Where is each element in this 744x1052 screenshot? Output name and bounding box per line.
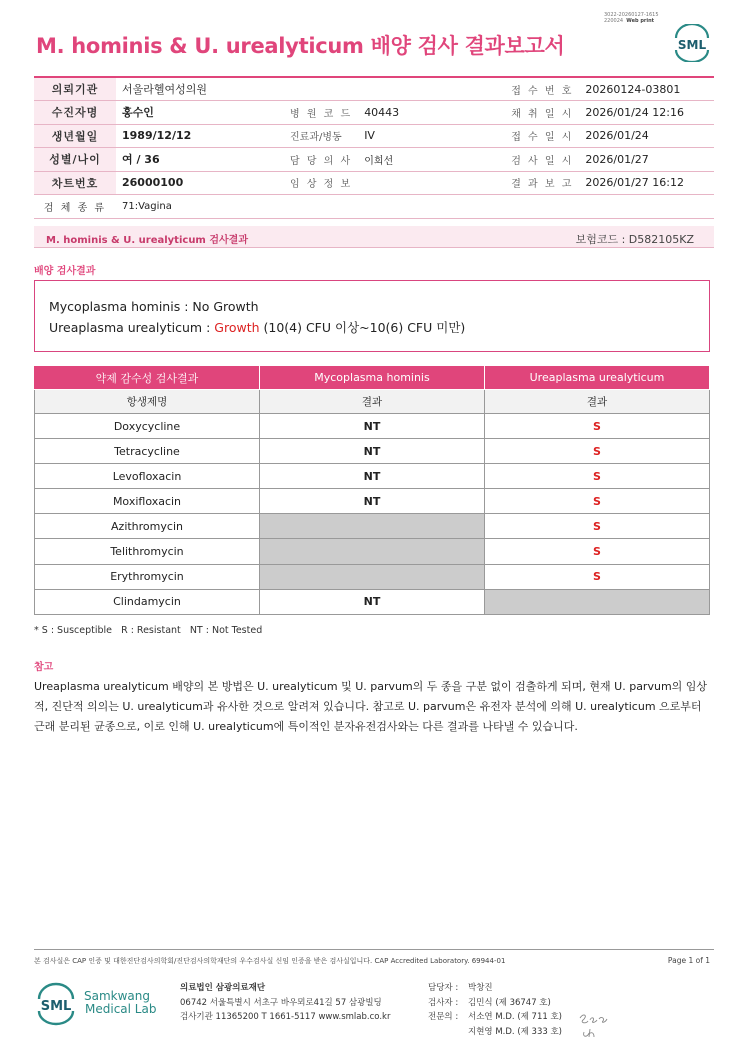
footer-note: 본 검사실은 CAP 인증 및 대한진단검사의학회/진단검사의학재단의 우수검사실 신임 인증을 받은 검사실입니다. CAP Accredited Laboratory. 69944-01 [34,957,506,965]
info-value: 여 / 36 [116,148,276,172]
uu-result-cell: S [485,514,710,539]
info-value [358,171,493,195]
culture-result-box [34,280,710,352]
info-row [34,101,714,125]
mh-result-cell: NT [260,589,485,614]
table-subheader-row [35,390,710,414]
info-label: 생년월일 [34,124,116,148]
info-value: 홍수인 [116,101,276,125]
sml-logo-icon [672,24,712,62]
lab-address [180,981,390,1025]
info-value: 40443 [358,101,493,125]
info-label: 접 수 일 시 [493,124,579,148]
culture-line-mh: Mycoplasma hominis : No Growth [49,299,259,314]
info-row [34,171,714,195]
table-subheader: 항생제명 [35,390,260,414]
uu-result-cell: S [485,489,710,514]
result-section-bar [34,226,714,248]
document-code-line1: 3022-20260127-1615 [604,12,659,18]
uu-result-cell: S [485,539,710,564]
table-header-row [35,366,710,390]
mh-result-cell: NT [260,464,485,489]
table-row [35,539,710,564]
drug-name-cell: Azithromycin [35,514,260,539]
drug-name-cell: Levofloxacin [35,464,260,489]
staff-row: 담당자 : 박창진 [428,983,493,993]
contact-line: 검사기관 11365200 T 1661-5117 www.smlab.co.kr [180,1012,391,1022]
drug-name-cell: Clindamycin [35,589,260,614]
info-row [34,148,714,172]
susceptibility-table [34,365,710,615]
uu-result-cell: S [485,439,710,464]
table-row [35,439,710,464]
insurance-code: 보험코드 : D582105KZ [575,233,694,246]
table-header: 약제 감수성 검사결과 [35,366,260,390]
document-code-line2: 220024 [604,18,624,24]
info-value: IV [358,124,493,148]
info-value: 이희선 [358,148,493,172]
info-row [34,124,714,148]
mh-result-cell [260,514,485,539]
table-row [35,414,710,439]
info-label: 접 수 번 호 [493,77,579,101]
info-label: 결 과 보 고 [493,171,579,195]
info-label: 진료과/병동 [276,124,358,148]
drug-name-cell: Moxifloxacin [35,489,260,514]
info-value: 서울라헬여성의원 [116,77,276,101]
uu-result-cell: S [485,564,710,589]
info-value: 2026/01/27 [579,148,714,172]
info-value: 26000100 [116,171,276,195]
mh-result-cell [260,539,485,564]
page-number: Page 1 of 1 [667,956,710,965]
info-label: 검 체 종 류 [34,195,116,219]
info-value: 2026/01/24 12:16 [579,101,714,125]
info-value: 71:Vagina [116,195,276,219]
address-line: 06742 서울특별시 서초구 바우뫼로41길 57 삼광빌딩 [180,997,382,1008]
table-row [35,489,710,514]
info-label: 수진자명 [34,101,116,125]
table-row [35,464,710,489]
info-value: 2026/01/24 [579,124,714,148]
growth-text: Growth [214,320,260,335]
legend-text: * S : Susceptible R : Resistant NT : Not Tested [34,625,263,636]
document-code [604,12,659,24]
culture-line-uu: Ureaplasma urealyticum : Growth (10(4) CFU 이상~10(6) CFU 미만) [49,320,466,335]
mh-result-cell: NT [260,414,485,439]
info-label: 의뢰기관 [34,77,116,101]
info-label: 병 원 코 드 [276,101,358,125]
mh-result-cell [260,564,485,589]
table-header: Mycoplasma hominis [260,366,485,390]
uu-result-cell: S [485,414,710,439]
sml-footer-logo-icon [36,982,76,1026]
report-title: M. hominis & U. urealyticum 배양 검사 결과보고서 [36,34,565,58]
staff-row: 지현영 M.D. (제 333 호) [468,1026,563,1037]
info-value: 2026/01/27 16:12 [579,171,714,195]
staff-row: 검사자 : 김민식 (제 36747 호) [428,997,551,1008]
section-title: M. hominis & U. urealyticum 검사결과 [46,235,248,246]
patient-info-table [34,76,714,219]
sml-logo-text: SML [677,38,707,52]
culture-result-title: 배양 검사결과 [34,266,96,277]
brand-name: Samkwang Medical Lab [84,989,157,1016]
info-value: 1989/12/12 [116,124,276,148]
staff-list [428,981,562,1039]
info-label: 검 사 일 시 [493,148,579,172]
reference-title: 참고 [34,662,54,673]
info-label: 채 취 일 시 [493,101,579,125]
table-subheader: 결과 [260,390,485,414]
table-row [35,589,710,614]
info-value: 20260124-03801 [579,77,714,101]
drug-name-cell: Tetracycline [35,439,260,464]
mh-result-cell: NT [260,439,485,464]
info-row [34,77,714,101]
table-header: Ureaplasma urealyticum [485,366,710,390]
staff-row: 전문의 : 서소연 M.D. (제 711 호) [428,1012,563,1022]
info-label: 담 당 의 사 [276,148,358,172]
sml-footer-logo-text: SML [40,999,72,1014]
drug-name-cell: Telithromycin [35,539,260,564]
table-row [35,514,710,539]
table-subheader: 결과 [485,390,710,414]
signature-image [576,1010,612,1040]
uu-result-cell: S [485,464,710,489]
table-row [35,564,710,589]
web-print-label: Web print [626,18,655,24]
org-name: 의료법인 삼광의료재단 [180,983,266,993]
footer-divider [34,949,714,950]
mh-result-cell: NT [260,489,485,514]
uu-result-cell [485,589,710,614]
reference-text: Ureaplasma urealyticum 배양의 본 방법은 U. urealyticum 및 U. parvum의 두 종을 구분 없이 검출하게 되며, 현재 U. parvum의 임상적, 진단적 의의는 U. urealyticum과 유사한 것으로 알려져 있습니다. 참고로 U. parvum은 유전자 분석에 의해 U. urealyticum 으로부터 근래 분리된 균종으로, 이로 인해 U. urealyticum에 특이적인 분자유전검사와는 다른 결과를 나타낼 수 있습니다. [34,680,708,733]
info-row [34,195,714,219]
info-label: 성별/나이 [34,148,116,172]
drug-name-cell: Erythromycin [35,564,260,589]
info-label: 임 상 정 보 [276,171,358,195]
drug-name-cell: Doxycycline [35,414,260,439]
info-label: 차트번호 [34,171,116,195]
